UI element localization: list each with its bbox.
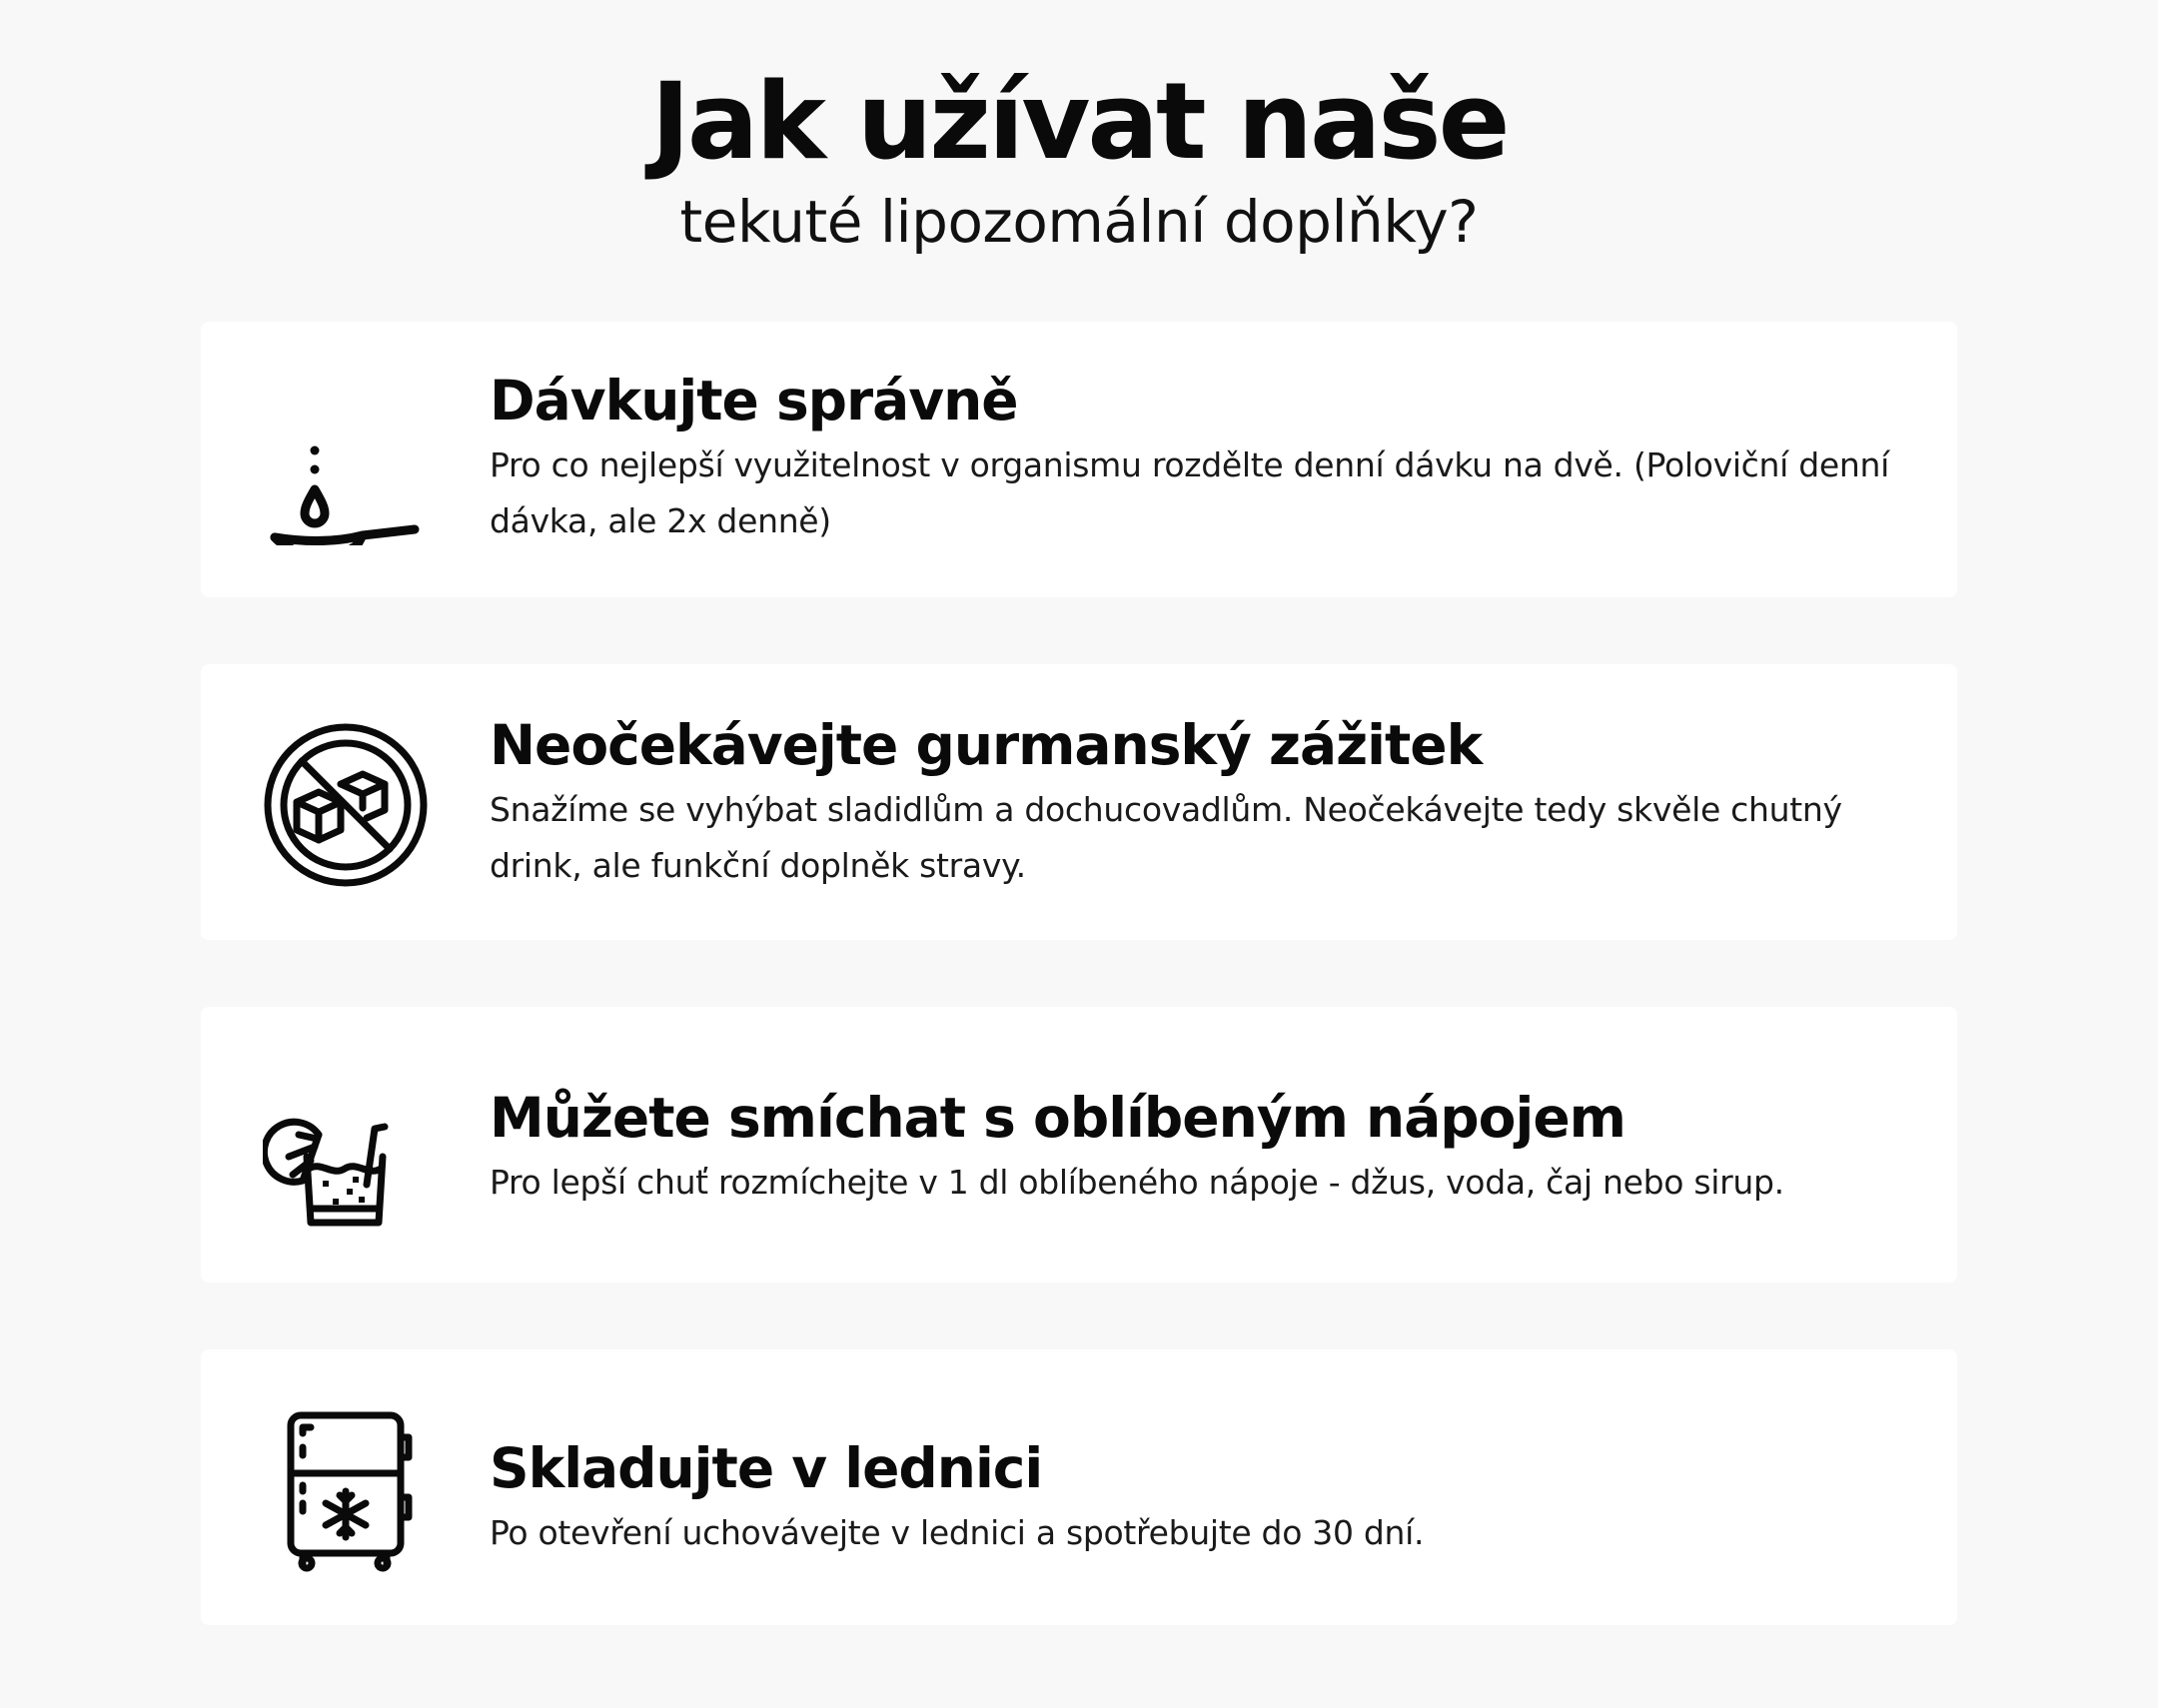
card-heading: Skladujte v lednici bbox=[490, 1436, 1043, 1500]
card-heading: Můžete smíchat s oblíbeným nápojem bbox=[490, 1086, 1625, 1150]
drink-glass-icon bbox=[263, 1065, 429, 1231]
card-text bbox=[490, 1435, 1917, 1561]
card-description: Pro lepší chuť rozmíchejte v 1 dl oblíbeného nápoje - džus, voda, čaj nebo sirup. bbox=[490, 1163, 1784, 1202]
card-description: Po otevření uchovávejte v lednici a spotřebujte do 30 dní. bbox=[490, 1513, 1425, 1552]
instruction-card-dosage bbox=[201, 322, 1957, 597]
card-description: Pro co nejlepší využitelnost v organismu rozdělte denní dávku na dvě. (Poloviční denní dávka, ale 2x denně) bbox=[490, 445, 1889, 540]
card-heading: Neočekávejte gurmanský zážitek bbox=[490, 713, 1483, 777]
card-text bbox=[490, 712, 1917, 894]
page-header bbox=[0, 58, 2158, 258]
page-subtitle: tekuté lipozomální doplňky? bbox=[679, 188, 1479, 256]
card-heading: Dávkujte správně bbox=[490, 369, 1018, 432]
instruction-card-taste bbox=[201, 664, 1957, 940]
instruction-card-storage bbox=[201, 1349, 1957, 1625]
card-description: Snažíme se vyhýbat sladidlům a dochucovadlům. Neočekávejte tedy skvěle chutný drink, ale funkční doplněk stravy. bbox=[490, 790, 1842, 885]
card-text bbox=[490, 1085, 1917, 1211]
page-title: Jak užívat naše bbox=[650, 60, 1508, 183]
card-text bbox=[490, 368, 1917, 549]
spoon-drop-icon bbox=[263, 380, 429, 545]
fridge-icon bbox=[263, 1407, 429, 1573]
instruction-card-mix bbox=[201, 1007, 1957, 1282]
no-sugar-icon bbox=[263, 722, 429, 888]
